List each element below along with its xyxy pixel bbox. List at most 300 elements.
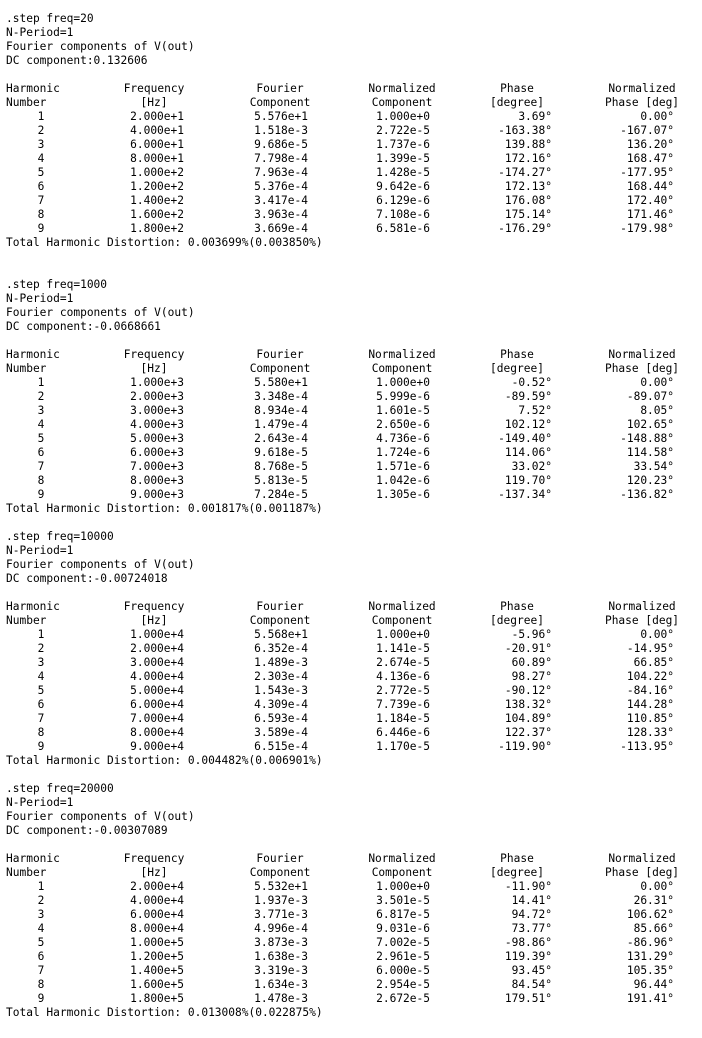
table-cell: 8 [37,978,45,991]
fourier-title: Fourier components of V(out) [6,558,195,571]
table-cell: -90.12° [504,684,552,697]
table-cell: 2.772e-5 [376,684,430,697]
table-cell: 0.00° [640,376,674,389]
table-cell: 3 [37,404,45,417]
table-cell: 6 [37,698,45,711]
table-cell: -89.07° [626,390,674,403]
table-cell: -177.95° [620,166,674,179]
table-row [6,124,696,138]
table-row [6,166,696,180]
table-cell: 2.961e-5 [376,950,430,963]
table-row [6,446,696,460]
table-cell: 3.771e-3 [254,908,308,921]
table-cell: -14.95° [626,642,674,655]
table-cell: 191.41° [626,992,674,1005]
spacer [6,68,696,82]
column-header: Harmonic [6,600,60,613]
column-header: Component [249,614,311,627]
table-row [6,992,696,1006]
table-cell: 1.724e-6 [376,446,430,459]
table-cell: -5.96° [511,628,552,641]
table-cell: 2.303e-4 [254,670,308,683]
column-header: Component [371,614,433,627]
table-cell: 7 [37,712,45,725]
table-cell: 0.00° [640,110,674,123]
step-block [6,278,696,530]
table-cell: 168.47° [626,152,674,165]
table-cell: 4 [37,152,45,165]
column-header: Component [249,362,311,375]
table-row [6,950,696,964]
table-cell: 6.352e-4 [254,642,308,655]
table-cell: 8.05° [640,404,674,417]
table-cell: 6 [37,446,45,459]
table-cell: 1.601e-5 [376,404,430,417]
table-cell: 0.00° [640,628,674,641]
spacer [6,516,696,530]
table-row [6,138,696,152]
table-cell: 110.85° [626,712,674,725]
fourier-log [6,12,696,1020]
table-cell: 98.27° [511,670,552,683]
table-cell: 5 [37,936,45,949]
table-cell: 1.000e+0 [376,628,430,641]
table-cell: 9.000e+3 [130,488,184,501]
column-header: Phase [500,600,534,613]
table-cell: 4.000e+4 [130,894,184,907]
dc-component: DC component:0.132606 [6,54,148,67]
column-header: Harmonic [6,852,60,865]
spacer [6,250,696,278]
table-cell: 5.000e+3 [130,432,184,445]
table-cell: 5.576e+1 [254,110,308,123]
table-cell: 179.51° [504,992,552,1005]
column-header: Phase [500,348,534,361]
table-cell: -176.29° [498,222,552,235]
table-header-row [6,348,696,362]
thd-line: Total Harmonic Distortion: 0.003699%(0.003850%) [6,236,323,249]
step-directive: .step freq=20000 [6,782,114,795]
step-block [6,530,696,782]
table-cell: 7.798e-4 [254,152,308,165]
table-cell: 4.000e+4 [130,670,184,683]
column-header: Harmonic [6,82,60,95]
table-cell: 120.23° [626,474,674,487]
table-cell: 2.650e-6 [376,418,430,431]
table-cell: 7.52° [518,404,552,417]
column-header: Component [371,362,433,375]
table-cell: -179.98° [620,222,674,235]
table-cell: 73.77° [511,922,552,935]
table-cell: 4 [37,418,45,431]
thd-line: Total Harmonic Distortion: 0.004482%(0.006901%) [6,754,323,767]
table-cell: 7.963e-4 [254,166,308,179]
table-cell: 1.000e+3 [130,376,184,389]
table-cell: 3.000e+3 [130,404,184,417]
table-cell: 1.638e-3 [254,950,308,963]
table-cell: 4.000e+3 [130,418,184,431]
table-cell: 6.581e-6 [376,222,430,235]
table-cell: -119.90° [498,740,552,753]
table-cell: 9.618e-5 [254,446,308,459]
table-cell: 1.000e+5 [130,936,184,949]
table-cell: 3 [37,908,45,921]
column-header: [degree] [490,614,544,627]
nperiod-line: N-Period=1 [6,544,74,557]
table-cell: 2.643e-4 [254,432,308,445]
table-cell: 1.305e-6 [376,488,430,501]
column-header: Number [6,96,47,109]
table-cell: 1 [37,376,45,389]
table-cell: 3.000e+4 [130,656,184,669]
column-header: Normalized [608,852,676,865]
table-row [6,208,696,222]
table-cell: 6.000e-5 [376,964,430,977]
table-cell: 2.000e+1 [130,110,184,123]
table-cell: 119.39° [504,950,552,963]
table-cell: 128.33° [626,726,674,739]
dc-component: DC component:-0.00307089 [6,824,168,837]
column-header: Frequency [123,348,185,361]
table-cell: 26.31° [633,894,674,907]
table-cell: 138.32° [504,698,552,711]
table-cell: 1.600e+2 [130,208,184,221]
table-cell: 2.672e-5 [376,992,430,1005]
table-cell: 2 [37,894,45,907]
column-header: Normalized [368,852,436,865]
table-cell: 106.62° [626,908,674,921]
table-cell: 3.501e-5 [376,894,430,907]
table-cell: 1 [37,880,45,893]
table-cell: 7 [37,964,45,977]
table-cell: -0.52° [511,376,552,389]
column-header: Phase [deg] [604,866,680,879]
table-cell: 2.954e-5 [376,978,430,991]
spacer [6,838,696,852]
table-cell: -148.88° [620,432,674,445]
step-directive: .step freq=20 [6,12,94,25]
table-cell: 2 [37,390,45,403]
spacer [6,586,696,600]
table-cell: -167.07° [620,124,674,137]
table-cell: 8.000e+4 [130,726,184,739]
table-row [6,684,696,698]
table-cell: -89.59° [504,390,552,403]
column-header: Component [371,96,433,109]
table-cell: 6.593e-4 [254,712,308,725]
table-row [6,628,696,642]
step-block [6,12,696,278]
table-cell: -86.96° [626,936,674,949]
table-cell: 3.69° [518,110,552,123]
table-cell: -113.95° [620,740,674,753]
table-cell: 2 [37,642,45,655]
table-row [6,978,696,992]
table-cell: 9 [37,222,45,235]
table-row [6,642,696,656]
table-cell: 5.813e-5 [254,474,308,487]
table-cell: 2.000e+3 [130,390,184,403]
table-cell: 105.35° [626,964,674,977]
column-header: Component [249,96,311,109]
column-header: [degree] [490,866,544,879]
step-directive: .step freq=1000 [6,278,108,291]
table-cell: 1.571e-6 [376,460,430,473]
table-cell: 4.136e-6 [376,670,430,683]
table-cell: 9.642e-6 [376,180,430,193]
nperiod-line: N-Period=1 [6,292,74,305]
column-header: Normalized [368,348,436,361]
table-cell: 2 [37,124,45,137]
table-cell: 5 [37,166,45,179]
table-cell: 4.309e-4 [254,698,308,711]
table-cell: 1.634e-3 [254,978,308,991]
column-header: [degree] [490,96,544,109]
table-row [6,404,696,418]
table-cell: 6 [37,950,45,963]
table-cell: 1.800e+5 [130,992,184,1005]
table-row [6,670,696,684]
table-row [6,222,696,236]
column-header: [Hz] [140,866,168,879]
table-cell: 5.376e-4 [254,180,308,193]
nperiod-line: N-Period=1 [6,26,74,39]
table-cell: 1.399e-5 [376,152,430,165]
table-cell: 33.54° [633,460,674,473]
table-row [6,474,696,488]
column-header: Number [6,614,47,627]
table-cell: 1.737e-6 [376,138,430,151]
table-cell: 3.873e-3 [254,936,308,949]
table-cell: 175.14° [504,208,552,221]
table-cell: 3.319e-3 [254,964,308,977]
column-header: Fourier [256,852,304,865]
table-row [6,180,696,194]
table-cell: 1.428e-5 [376,166,430,179]
table-cell: 5.568e+1 [254,628,308,641]
table-cell: 85.66° [633,922,674,935]
table-row [6,740,696,754]
table-cell: 2.000e+4 [130,880,184,893]
table-cell: 168.44° [626,180,674,193]
table-cell: 5.580e+1 [254,376,308,389]
table-row [6,194,696,208]
table-cell: 66.85° [633,656,674,669]
step-directive: .step freq=10000 [6,530,114,543]
table-cell: 9 [37,740,45,753]
spacer [6,768,696,782]
table-cell: 1.478e-3 [254,992,308,1005]
table-cell: 9.000e+4 [130,740,184,753]
table-cell: 94.72° [511,908,552,921]
table-cell: -98.86° [504,936,552,949]
table-cell: 2.722e-5 [376,124,430,137]
table-cell: 7 [37,460,45,473]
table-cell: 1.400e+5 [130,964,184,977]
table-cell: 7.000e+4 [130,712,184,725]
fourier-title: Fourier components of V(out) [6,40,195,53]
table-cell: 172.16° [504,152,552,165]
table-cell: 144.28° [626,698,674,711]
table-row [6,376,696,390]
thd-line: Total Harmonic Distortion: 0.001817%(0.001187%) [6,502,323,515]
table-cell: 4.736e-6 [376,432,430,445]
table-cell: 1.000e+0 [376,376,430,389]
table-cell: 9 [37,488,45,501]
column-header: Phase [deg] [604,96,680,109]
table-cell: 8 [37,726,45,739]
table-row [6,656,696,670]
table-cell: 2.674e-5 [376,656,430,669]
table-cell: 8.000e+4 [130,922,184,935]
table-cell: 93.45° [511,964,552,977]
table-cell: 114.06° [504,446,552,459]
table-cell: 5 [37,684,45,697]
table-cell: 84.54° [511,978,552,991]
table-cell: 1.200e+5 [130,950,184,963]
dc-component: DC component:-0.00724018 [6,572,168,585]
table-cell: 8.934e-4 [254,404,308,417]
column-header: Component [249,866,311,879]
table-cell: -163.38° [498,124,552,137]
table-row [6,726,696,740]
table-cell: 131.29° [626,950,674,963]
table-cell: -174.27° [498,166,552,179]
table-cell: 9.686e-5 [254,138,308,151]
table-cell: 5.532e+1 [254,880,308,893]
table-cell: 6.515e-4 [254,740,308,753]
table-cell: 6.000e+3 [130,446,184,459]
table-cell: 2.000e+4 [130,642,184,655]
table-cell: -11.90° [504,880,552,893]
column-header: Frequency [123,82,185,95]
table-cell: 4 [37,670,45,683]
table-cell: 14.41° [511,894,552,907]
table-row [6,936,696,950]
table-cell: 1.489e-3 [254,656,308,669]
table-cell: 8.000e+1 [130,152,184,165]
table-cell: 1.518e-3 [254,124,308,137]
table-row [6,432,696,446]
column-header: Normalized [368,600,436,613]
table-cell: 1.200e+2 [130,180,184,193]
table-cell: 7.284e-5 [254,488,308,501]
table-cell: 5.000e+4 [130,684,184,697]
table-cell: 1.479e-4 [254,418,308,431]
table-cell: -20.91° [504,642,552,655]
table-cell: 1.937e-3 [254,894,308,907]
table-cell: 7 [37,194,45,207]
table-row [6,460,696,474]
table-cell: 9.031e-6 [376,922,430,935]
column-header: Frequency [123,852,185,865]
table-cell: 7.108e-6 [376,208,430,221]
column-header: Fourier [256,600,304,613]
table-row [6,712,696,726]
column-header: Frequency [123,600,185,613]
table-cell: 1.000e+0 [376,880,430,893]
step-block [6,782,696,1020]
column-header: Fourier [256,82,304,95]
table-cell: 136.20° [626,138,674,151]
table-cell: 1.543e-3 [254,684,308,697]
table-cell: 171.46° [626,208,674,221]
table-cell: 1.170e-5 [376,740,430,753]
nperiod-line: N-Period=1 [6,796,74,809]
table-cell: 1.000e+2 [130,166,184,179]
table-header-row [6,96,696,110]
column-header: Normalized [608,600,676,613]
table-cell: 9 [37,992,45,1005]
table-cell: 4 [37,922,45,935]
table-row [6,110,696,124]
column-header: Number [6,866,47,879]
table-row [6,922,696,936]
table-cell: 60.89° [511,656,552,669]
column-header: Phase [deg] [604,614,680,627]
table-cell: 104.22° [626,670,674,683]
table-cell: -137.34° [498,488,552,501]
table-cell: 3.417e-4 [254,194,308,207]
table-row [6,152,696,166]
table-cell: 1.000e+4 [130,628,184,641]
table-cell: 114.58° [626,446,674,459]
table-cell: 1 [37,110,45,123]
table-cell: 96.44° [633,978,674,991]
dc-component: DC component:-0.0668661 [6,320,161,333]
table-cell: 7.002e-5 [376,936,430,949]
column-header: [Hz] [140,362,168,375]
table-cell: 8 [37,474,45,487]
table-cell: 176.08° [504,194,552,207]
column-header: Number [6,362,47,375]
table-cell: 6.000e+4 [130,698,184,711]
table-cell: 1.800e+2 [130,222,184,235]
table-header-row [6,600,696,614]
table-cell: 8.000e+3 [130,474,184,487]
table-cell: 104.89° [504,712,552,725]
table-cell: 5.999e-6 [376,390,430,403]
fourier-title: Fourier components of V(out) [6,306,195,319]
column-header: Phase [deg] [604,362,680,375]
table-header-row [6,866,696,880]
table-row [6,964,696,978]
table-cell: 3.589e-4 [254,726,308,739]
fourier-title: Fourier components of V(out) [6,810,195,823]
column-header: Harmonic [6,348,60,361]
table-cell: 1.141e-5 [376,642,430,655]
table-cell: 7.739e-6 [376,698,430,711]
column-header: [Hz] [140,614,168,627]
table-cell: 102.12° [504,418,552,431]
table-cell: 1.000e+0 [376,110,430,123]
table-cell: 119.70° [504,474,552,487]
column-header: Normalized [608,348,676,361]
table-cell: 6.817e-5 [376,908,430,921]
table-cell: 3 [37,656,45,669]
table-row [6,908,696,922]
table-cell: 6.129e-6 [376,194,430,207]
table-cell: 1 [37,628,45,641]
table-cell: 3.669e-4 [254,222,308,235]
table-row [6,698,696,712]
column-header: Normalized [368,82,436,95]
column-header: [degree] [490,362,544,375]
spacer [6,334,696,348]
table-cell: 3 [37,138,45,151]
table-header-row [6,362,696,376]
table-cell: 33.02° [511,460,552,473]
